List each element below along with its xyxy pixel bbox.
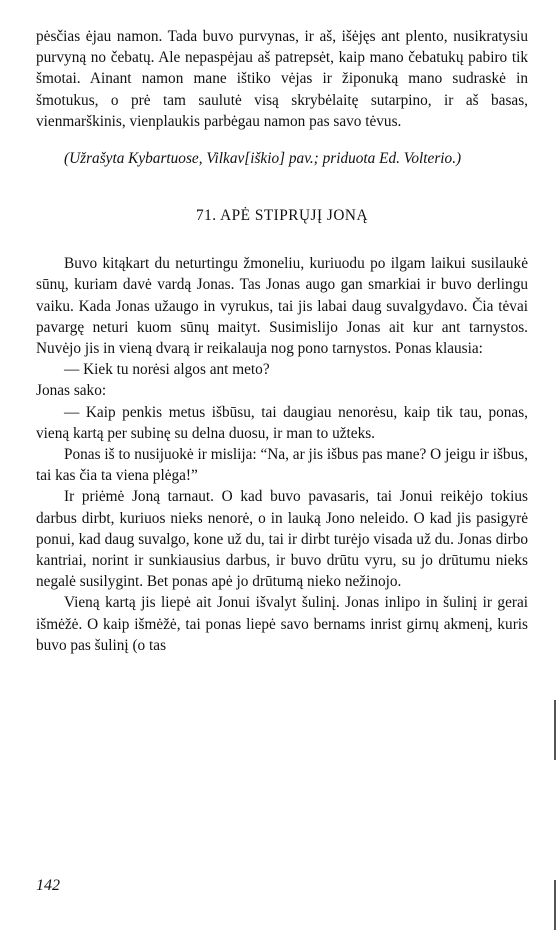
paragraph-3: Jonas sako: [36,382,107,400]
paragraph-6: Ir priėmė Joną tarnaut. O kad buvo pavasaris, tai Jonui reikėjo tokius darbus dirbt, kuriuos nieks nenorė, o in lauką Jono neleido. O kad jis pasigyrė ponui, kad daug suvalgo, kone už du, tai ir dirbt turėjo visada už du. Jonas dirbo kantriai, norint ir sunkiausius darbus, ir buvo drūtu vyru, su jo drūtumu nieks negalė susilygint. Bet ponas apė jo drūtumą nieko nežinojo. [36,488,528,591]
paragraph-4: — Kaip penkis metus išbūsu, tai daugiau nenorėsu, kaip tik tau, ponas, vieną kartą per subinę su delna duosu, ir man to užteks. [36,403,528,442]
tale-title: 71. APĖ STIPRŲJĮ JONĄ [196,207,368,225]
paragraph-5: Ponas iš to nusijuokė ir mislija: “Na, ar jis išbus pas mane? O jeigu ir išbus, tai kas čia ta viena plėga!” [36,446,528,485]
scan-edge-mark [554,700,556,760]
page-number: 142 [36,877,60,894]
source-note: (Užrašyta Kybartuose, Vilkav[iškio] pav.; priduota Ed. Volterio.) [64,150,462,168]
paragraph-2: — Kiek tu norėsi algos ant meto? [64,361,270,379]
book-page [36,26,528,656]
paragraph-7: Vieną kartą jis liepė ait Jonui išvalyt šulinį. Jonas inlipo in šulinį ir gerai išmėžė. O kaip išmėžė, tai ponas liepė savo bernams inrist girnų akmenį, kuris buvo pas šulinį (o tas [36,594,528,654]
paragraph-1: Buvo kitąkart du neturtingu žmoneliu, kuriuodu po ilgam laikui susilaukė sūnų, kuriam davė vardą Jonas. Tas Jonas augo gan smarkiai ir buvo derlingu vaiku. Kada Jonas užaugo in vyrukus, tai jis labai daug suvalgydavo. Čia tėvai pavargę neturi kuom sūnų maityt. Susimislijo Jonas ait kur ant tarnystos. Nuvėjo jis in vieną dvarą ir reikalauja nog pono tarnystos. Ponas klausia: [36,255,528,358]
scan-edge-mark [554,880,556,930]
continuation-paragraph: pėsčias ėjau namon. Tada buvo purvynas, ir aš, išėjęs ant plento, nusikratysiu purvyną no čebatų. Ale nepaspėjau aš patrepsėt, kaip mano čebatukų pabiro tik šmotai. Ainant namon mane ištiko vėjas ir žiponuką mano sudraskė in šmotukus, o prė tam saulutė visą skrybėlaitę sutarpino, ir aš basas, vienmarškinis, vienplaukis parbėgau namon pas savo tėvus. [36,28,528,130]
tale-body [36,253,528,656]
